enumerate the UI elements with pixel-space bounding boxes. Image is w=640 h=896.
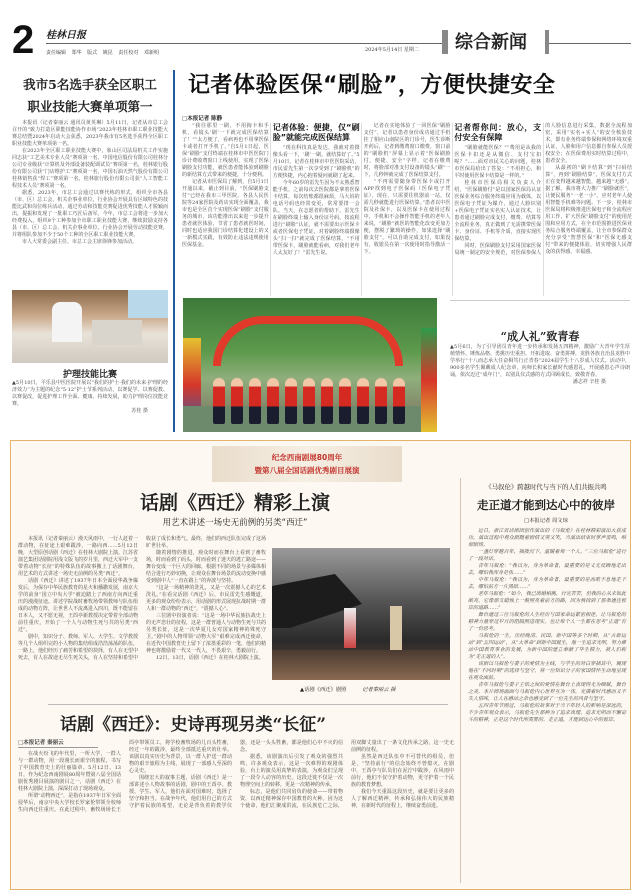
maxulun-headline[interactable]: 走正道才能到达心中的彼岸 [477, 498, 615, 512]
photo-title: 护理技能比赛 [62, 370, 117, 380]
divider [48, 704, 448, 705]
paragraph: 据悉，该剧演出后引发了观众的强烈共鸣，许多观众表示，这是一次难得的观剧体验，台上的演员用真挚的表演，为观众们呈现了一段令人动容的历史。这段迁徙不仅是一次物理空间上的转移，更是一次精神的传承。 [240, 754, 343, 788]
xiqian-subtitle: 用艺术讲述一场史无前例的另类“西迁” [162, 518, 308, 528]
paragraph: “这是一场精神的洗礼，又是一次震撼人心的艺术洗礼。”在看完话剧《西迁》后，市民雷先生感慨道，更多的观众纷纷表示，用话剧的形式展现抗战时期一群人和一群动物的“西迁”，“震撼人心”。 [146, 585, 267, 612]
photo-credit: 记者秦丽云 摄 [362, 687, 396, 693]
photo-news-title: “成人礼”致青春 [500, 330, 580, 343]
section-title: 综合新闻 [455, 32, 527, 53]
paragraph: 据悉，2023年，市总工会通过以赛代练的形式，组织全市各县（市、区）总工会，机关企事业单位，行业协会开展具有区域特色的技能比武和岗位练兵活动，通过劳动和技能竞赛促进优秀技能人才脱颖而出，提振和发现了一批职工巧匠后备军。今年，市总工会将进一步加大经费投入，组织9个工种参加全市职工职业技能大赛，继续鼓励支持各县（市、区）总工会、机关企事业单位、行业协会开展劳动技能竞赛，并将组队参加不少于50个工种的全区职工职业技能大赛。 [12, 190, 168, 238]
paragraph: 中年马叙伦：“我以为，身为革命者，最重要的是高歌不息地走下去，哪怕前方一片黑暗……” [468, 577, 626, 590]
xiqian-body [18, 536, 266, 701]
paragraph: 从最初的“刷卡结算”到“扫码结算”，再到“刷脸结算”，医保支付方式正在变得越来越智能，越来越“无感”。据了解，我市将大力推广“刷脸就医”，让便民服务“一老一小”，应对老年人使用智能手机难等问题。下一步，桂林市医保局将积极推进医保电子和全流程应用工作，扩大医保“刷脸支付”的使用范围和应用方式，在全市范围推进医保业务综合服务终端覆盖，让全市参保群众充分享受“智慧医保”和“医保无感支付”带来的便捷体验，切实增强人民群众的获得感、幸福感。 [545, 165, 632, 255]
caption-text: ▲话剧《西迁》剧照 [300, 687, 347, 693]
paragraph: “现在科技真是发达，我就对着摄像头看一下，‘刷’一刷，就结算好了。”5月10日，记者在桂林市中医医院采访，市民雷先生第一次享受到了“刷脸机”的方便快捷，内心抱着疑问就刷了起来。 [272, 145, 360, 179]
subheading: 记者体验：便捷，仅“刷脸”就能完成医保结算 [272, 123, 360, 142]
paragraph: “不再需要随身带医保卡或打开APP找到电子医保码（医保电子凭证），现在，只需要往机器前一站，仅需几秒就能进行医保结算。”患者以中医院及社保卡，以及医保卡在使用过程中，手机和不会操作智能手机的老年人来说，“刷脸”就医的智能化改变更加方便，摆脱了繁琐的操作，如果选择“刷脸支付”，可以自助完成支付，如果没有，收银员在第一次使用时指导激活一下。 [363, 179, 451, 255]
paragraph: “刷脸就能医保？”“费用是从我的医保卡扣还是从微信、支付宝扣呢？”……面对市民关心的问题，桂林市医保局给出了答复：“不用担心，和平时使用医保卡结算是一样的。” [454, 145, 542, 179]
photo-credit: 潘志祥 辛桂 摄 [572, 379, 606, 385]
feature-banner [212, 446, 402, 482]
paragraph: 今年60岁的雷先生因为不太熟悉智能手机，之前每次去医院都是拿着医保卡结算，每次结账都很麻烦，马大妈的电话号码也经常变更，常常要排一会队。当天，在志愿者的帮助下，雷先生在刷脸终端上输入身份证号码，按流程进行“刷脸”认证，就不需要出示医保卡或者医保电子凭证，对着刷脸终端摄像头“扫一扫”就完成了医保结算，“不用带医保卡，刷脸就能看病，对我们老年人太友好了！”雷先生说。 [272, 180, 360, 256]
maxulun-kicker: 《马叙伦》跨越时代与当下的人们共振共鸣 [485, 483, 607, 491]
paragraph: 在战火纷飞的年代里，一所大学，一群人与一群动物，用一段漫长而艰辛的旅程，书写了中国教育史上的壮丽篇章。5月12日、13日，作为纪念西南剧展80周年暨第八届全国话剧优秀剧目展演的剧目之一，话剧《西迁》在桂林大剧院上演，深深打动了现场观众。 [18, 751, 121, 792]
issue-date: 2024年5月14日 星期二 [365, 47, 419, 53]
paragraph: 青年马叙伦：“我以为，身为革命者，最重要的是义无反顾地走出去，哪怕我浑身是伤……” [468, 563, 626, 576]
paragraph: 12日、13日，话剧《西迁》在桂林大剧院上演。 [156, 655, 264, 661]
header-rule [549, 43, 631, 44]
column-divider [460, 478, 461, 883]
paragraph: 该剧以马叙伦与妻子的爱情为主线，与学生的对白穿插其中，展现他在“不同时期”的选择与坚守，将一位知识分子的家国情怀生动地呈现在观众面前。 [468, 661, 626, 681]
section-bar [442, 30, 448, 54]
paragraph: 我们今天重温这段历史，就是要让更多的人了解西迁精神，传承和弘扬伟大的民族精神，在新时代的征程上，继续奋勇前进。 [351, 789, 454, 809]
photo-news-text [450, 344, 630, 386]
banner-line: 暨第八届全国话剧优秀剧目展演 [254, 466, 360, 475]
paragraph: 所谓“动物西迁”，是指在1937年日军全面侵华后，南京中央大学校长罗家伦带领全校师生向西迁往重庆。在此过程中，畜牧场场长王酉亭带领员工，将学校畜牧场的几百头牲畜，经过一年的跋涉，最终全部抵达重庆的壮举。该剧以真实历史为背景，以一群人护送一群动物的艰辛旅程为主线，展现了一部感人至深的心灵史。 [18, 740, 232, 813]
headline-line: 职业技能大赛单项第一 [27, 99, 153, 114]
paragraph: 话剧《西迁》讲述了1937年日本全面侵华战争爆发后，为保存中华民族教育的星火和播撒发展，南京大学的前身“国立中央大学”被迫踏上了西南方向西迁重庆的漫漫征途。讲述学院战时畜牧场带领教师与队伍组成的动物方阵，让世世人不流离进入四川，既不能留在日本人，又不愿无视，王酉亭新教授决定带着全部动物前往重庆，开始了一个人与动物生死与共的另类“西迁”。 [18, 578, 139, 633]
divider [450, 300, 630, 301]
photo-caption [300, 685, 396, 693]
paragraph: 标志，是他们共同肩负的使命——带着物资，以西迁精神保存中国教育的火种。因为这个使命，他们汇聚成洪流，在民族危亡之际，用双脚丈量出了一条文化传承之路，这一史无前例的征程。 [240, 740, 454, 809]
byline: □本报记者 陈静 [182, 116, 223, 122]
paragraph: 老年马叙伦：“如今，我已离婚相携，行完苦苦，但我的心从未如此敞亮。它像那支蜡烛上一般照亮着前方的路，因为我找到了那条通往彼岸的道路……” [468, 591, 626, 611]
newspaper-masthead: 桂林日报 [46, 30, 86, 41]
changzheng-body [18, 740, 454, 886]
xiqian-stage-photo[interactable] [272, 548, 450, 680]
paragraph: 在2023年全区职工职业技能大赛中，象山区司法局机关工作实施同志获“工艺美术专业人员”赛项第一名，中国电信股份有限公司桂林分公司专业级获“计算机及外部设备装配调试员”赛项第一名，桂林银行股份有限公司获“门店维护工”赛项第一名，中国石油天然气股份有限公司桂林销售获“焊工”赛项第一名，桂林旅行股份有限公司获“人工智能工程技术人员”赛项第一名。 [12, 148, 168, 189]
paragraph: 剧中，知识分子、教师、军人、大学生、文学教授等几个人组织完的小人物的集结组成浩浩荡荡的队伍，一路上，他们经历了痛苦和希望的抉择，有人在无望中死去，有人在故途无尽生死关头，有人在坚持和希望中收获了成长和勇气。最终，他们的西迁队伍完成了这场旷世壮举。 [18, 536, 267, 661]
page-number: 2 [12, 18, 35, 62]
paragraph: 青年马叙伦与妻子王恬之间的爱情在舞台上表现得尤为细腻，舞台之美，本片剧场画面与马叙伦内心世界互为一体，充满着时代感而又不失人情味，让人在感动之余也感受到了一位先生的风骨与坚守。 [468, 682, 626, 702]
paragraph: 本报讯（记者秦丽云）漫天风雨中，一行人赶着一群动物，在征途上艰难跋涉，一路向西……5月12日晚，大型原创话剧《西迁》在桂林大剧院上演。江苏省演艺集团话剧院用浅文版飞的岁月里，西迁大军中一支带着动物“长征”的特殊队伍的故事搬上了话剧舞台，用艺术的方式讲述一场史无前例的另类“西迁”。 [18, 536, 139, 577]
paragraph: 桂林市医保局相关负责人介绍，“医保刷脸付”是以国家医保局认证医保业务综合服务终端应用为载体，以医保电子凭证为媒介，通过人脸识别+医保电子凭证实名实人认证技术，让患者通过刷脸完成支付，缴费、结算等全流程业务，真正做到了无需携带医保卡、身份证、手机等介质，直接实现医保结算。 [454, 180, 542, 242]
caption-text: ▲5月6日，为了引导团员青年进一步传承和发扬五四精神，激励广大青年学生厚植情怀、锤炼品格、勇挑历史重担、开拓进取、奋勇拼搏，龙胜各族自治县龙胜中学举行“十八而志承大任奋楫笃行正青春”2024届学生十八岁成人仪式。活动中，900多名学生佩戴成人纪念章，向师长和家长献时代感恩礼，开展感恩心声诗朗诵，依次迈过“成年门”，以别具仪式感的方式回顾成长，致敬青春。 [450, 344, 631, 378]
left-article-headline[interactable] [12, 74, 168, 118]
subheading: 记者帮你问：放心，支付安全有保障 [454, 123, 542, 142]
section-bar [545, 30, 549, 54]
paragraph: 三位剧中扮演者说：“这是一场中华民族抗战史上的无声悲壮的征程，这是一群普通人与动物生死与共的另类长征，这是一次华夏儿女对国家精神的殊死守卫。”剧中的人物带领“动物大军”艰难完成西迁使命，在近代中国教育史上留下了浓墨重彩的一笔，他们的精神也将激励着一代又一代人，不畏艰辛，勇毅前行。 [146, 613, 267, 654]
photo-credit: 苏桂 摄 [131, 408, 148, 414]
maxulun-body [468, 528, 626, 724]
paragraph: 随着剧情的推进，观众时而在舞台上看到了畜牧场，时而看到了码头，时而看到了迷天的逃亡路途——舞台变成一个巨大的回廊，根据不同的场景与多媒体相结合进行巧妙切换，让观众在舞台场景的流动变换中感受到剧中人“一直在路上”的奔波与坚持。 [146, 550, 267, 584]
paragraph: 近日，浙江省话剧团创作演出的《马叙伦》在桂林精彩演出大获成功，演出过程中观众跟随着剧情又哭又笑，当演出结束时掌声雷鸣，响彻剧场。 [468, 528, 626, 548]
column-divider [173, 70, 175, 432]
paragraph: 虽然是西迁队伍中不可替代的组员，但是，“坚持前行”的信念始终不曾熄灭，在剧中，王酉亭与队员们在泥泞中跋涉，在风雨中前行，他们不仅守护着动物，更守护着一个民族的教育梦想。 [351, 754, 454, 788]
photo-caption [12, 380, 168, 415]
main-headline[interactable]: 记者体验医保“刷脸”，方便快捷安全 [188, 73, 556, 98]
headline-line: 我市5名选手获全区职工 [23, 77, 157, 92]
editors-line: 责任编辑 郑华 版式 姚昆 责任校对 邓新明 [46, 50, 159, 56]
changzheng-headline[interactable]: 话剧《西迁》：史诗再现另类“长征” [60, 715, 327, 735]
coming-of-age-photo[interactable] [183, 298, 437, 432]
caption-text: ▲5月10日，平乐县中医医院开展以“我们的护士·我们的未来·护理的经济效力”为主题的纪念“5·12”护士节系列活动，以赛促学、以赛促教、以赛促改，促进护理工作全面、健康、持续发展，助力护理岗位技能竞赛。 [12, 380, 168, 407]
main-article-body [182, 123, 632, 296]
nursing-contest-photo[interactable] [12, 290, 168, 363]
byline: □本报记者 周文琼 [524, 518, 568, 524]
paragraph: 记者从市医保局了解到，自5月1日开通以来，截止到目前，“医保刷脸支付”已经在我市三甲医院、各县人民医院等24家医院及药店实现全面覆盖，我市也是全区首个实现医保“刷脸”支付服务的城市，该功能推出以来进一步提升患者就医体验，节省了患者就医时间，同时也适应我国门诊结算化建设上的又一新模式实践，有效防止违法违规使用医保基金。 [182, 179, 269, 248]
paragraph: 五四青年节刚过，马叙伦的故事对于当下年轻人的影响是深远的，不少青年观众表示，马叙伦先生那种为了追求真理、追求光明而不懈奋斗的精神，正是这个时代所需要的。走正道，才能到达心中的彼岸。 [468, 703, 626, 723]
paragraph: 市人大常委会副主任、市总工会主席徐锋参加活动。 [22, 239, 138, 245]
banner-line: 纪念西南剧展80周年 [271, 453, 343, 462]
paragraph: 围绕宏大的叙事主题，话剧《西迁》是一部讲述小人物故事的话剧，剧中的王酉亭、教授、学生、军人，他们在面对国难时，选择了坚守和担当。在战争年代，他们用自己的方式守护着民族的希望，无论是背负着的教学仪器，还是一头头牲畜，都是他们心中不灭的信念。 [129, 740, 343, 809]
left-article-body [12, 120, 168, 246]
xiqian-headline[interactable]: 话剧《西迁》精彩上演 [139, 492, 330, 514]
header-rule [46, 43, 442, 44]
paragraph: 同时，医保刷脸支付采用国家医保局统一制定的安全规范，对医保参保人的人脸信息进行采集，数据全流程加密，采用“实名+实人”的安全核验技术，即有业务终端参保和网络环境双重认证，人脸和用户信息都自参保人员授权安全；在医保费用实时结算过程中，患者安全。 [454, 123, 632, 256]
paragraph: 记者在实地体验了一回医保“刷脸支付”，记者以患者身份成功通过手机挂了相应山南院区的门诊号，医生诊断开药后，记者到缴费窗口缴费，窗口前的“刷脸机”屏幕上显示着“医保刷脸付，便捷、安全”字样，记者在缴费时，将脸部对准支付设备的镜头“刷”一下，几秒钟就完成了医保结算支付。 [363, 123, 451, 178]
paragraph: “我往那里一刷，不用掏卡和手机，看镜头‘刷’一下就完成医保结算了！”“太方便了，看病再也不用拿医保卡或者打开手机了。”自5月1日起，医保“刷脸”支付终端在桂林市中医医院门诊计费收费窗口上线使用，实现了医保刷脸支付功能，就医患者能体验到刷脸的新结算方式带来的便捷，十分便利。 [182, 123, 269, 178]
byline: □本报记者 秦丽云 [18, 740, 98, 748]
paragraph: 本报讯（记者秦丽云 通讯员黄英琳）5月11日，记者从市总工会召开的“致力打造区职能技能协作市场”2023年桂林市职工职业技能大赛总结暨2024年启动大会获悉，2023年我市有5名选手获得全区职工职业技能大赛单项第一名。 [12, 120, 168, 147]
paragraph: 马叙伦的一生，历经晚清、民国、新中国等多个时期，从“古新运动”到“五四运动”，从“大革命”到新中国诞生，他一生追求光明，努力推动中国教育事业的发展，为新中国的建立奉献了毕生精力，被人们称为“走正道的人”。 [468, 633, 626, 660]
paragraph: 舞台通过三位马叙伦的人生经历与国家命运紧密相连，让马叙伦的精神力量穿过岁月的阻隔照进现实，也让每个人一生都在思考“正道”有了一份思考。 [468, 612, 626, 632]
paragraph: 一盏灯穿越百年，抽拨沉下，温暖着每一个人。“三位马叙伦”进行了一段对话。 [468, 549, 626, 562]
